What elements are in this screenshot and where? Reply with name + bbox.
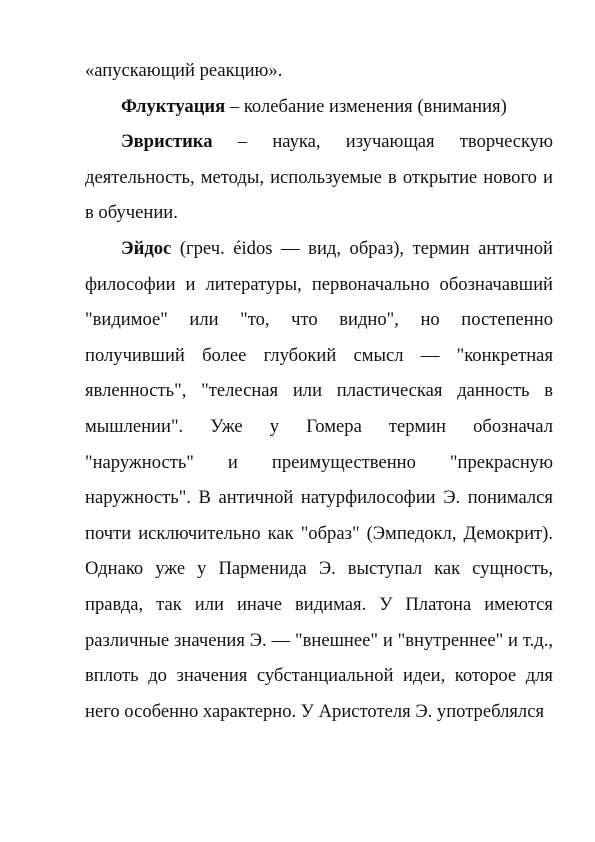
paragraph-text: «апускающий реакцию». (85, 60, 283, 81)
term-fluktuatsiya: Флуктуация (121, 95, 226, 117)
term-evristika: Эвристика (121, 131, 213, 153)
definition-evristika: – наука, изучающая творческую деятельность, методы, используемые в открытие нового и в обучении. (85, 131, 553, 224)
paragraph-eidos (85, 231, 553, 729)
term-eidos: Эйдос (121, 237, 172, 259)
paragraph-evristika (85, 124, 553, 231)
definition-fluktuatsiya: – колебание изменения (внимания) (225, 95, 507, 117)
document-body (85, 53, 553, 729)
paragraph-continuation (85, 53, 553, 89)
paragraph-fluktuatsiya (85, 89, 553, 125)
definition-eidos: (греч. éidos — вид, образ), термин античной философии и литературы, первоначально обозначавший "видимое" или "то, что видно", но постепенно получивший более глубокий смысл — "конкретная явленность", "телесная или пластическая данность в мышлении". Уже у Гомера термин обозначал "наружность" и преимущественно "прекрасную наружность". В античной натурфилософии Э. понимался почти исключительно как "образ" (Эмпедокл, Демокрит). Однако уже у Парменида Э. выступал как сущность, правда, так или иначе видимая. У Платона имеются различные значения Э. — "внешнее" и "внутреннее" и т.д., вплоть до значения субстанциальной идеи, которое для него особенно характерно. У Аристотеля Э. употреблялся (85, 237, 553, 722)
